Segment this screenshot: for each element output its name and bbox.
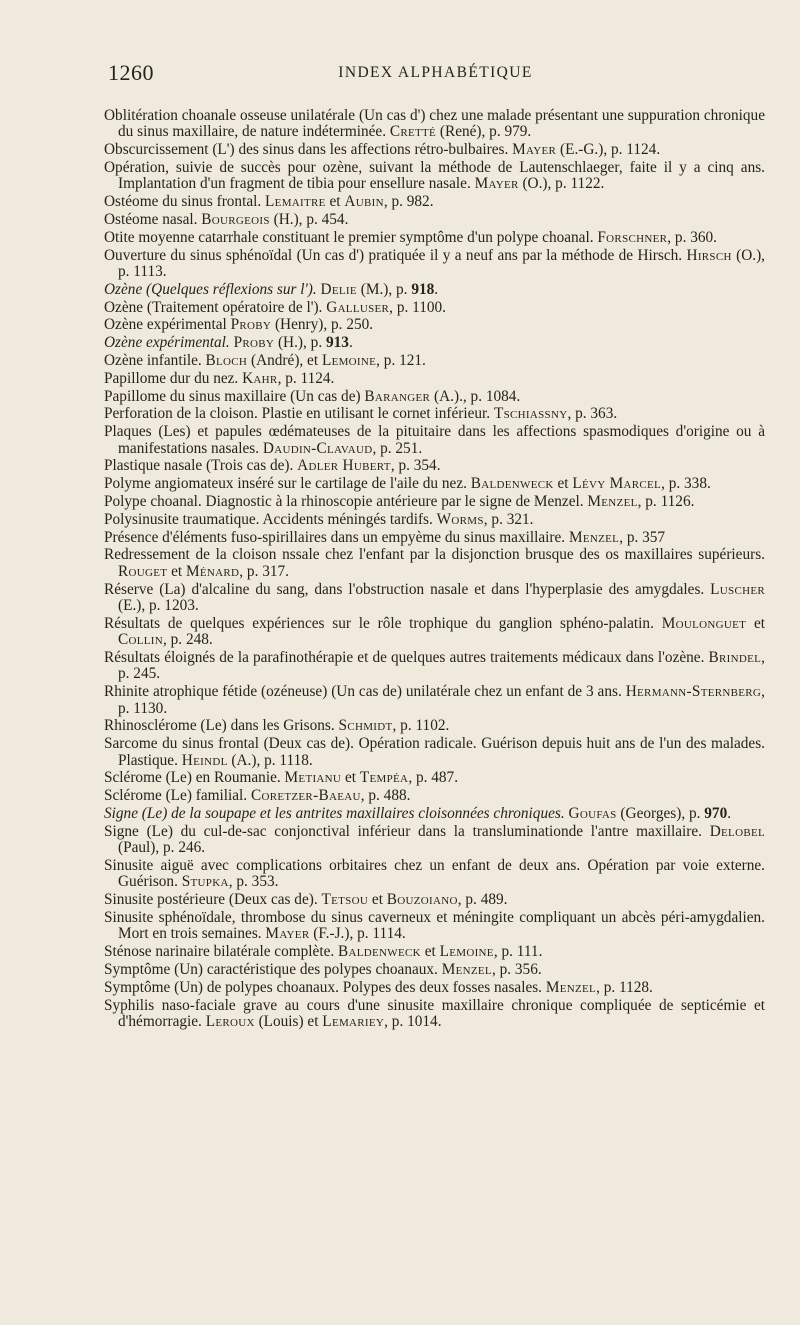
entry-text: Polyme angiomateux inséré sur le cartilage de l'aile du nez. (104, 475, 471, 493)
index-entry (104, 616, 765, 649)
entry-text: Ostéome du sinus frontal. (104, 193, 266, 211)
author-name: Tempéa (359, 769, 409, 787)
entry-text: . (727, 804, 732, 822)
author-name: Mayer (474, 175, 519, 193)
entry-text: . (434, 280, 439, 298)
entry-text: (O.), p. 1122. (518, 175, 605, 193)
author-name: Goufas (568, 804, 617, 822)
entry-text: Oblitération choanale osseuse unilatérale (Un cas d') chez une malade présentant une suppuration chronique du sinus maxillaire, de nature indéterminée. (104, 107, 765, 141)
index-entry (104, 406, 765, 422)
index-entry (104, 824, 765, 857)
index-entry (104, 547, 765, 580)
entry-text: , p. 489. (457, 891, 508, 909)
author-name: Baldenweck (338, 943, 421, 961)
index-entry (104, 317, 765, 333)
entry-text: Résultats éloignés de la parafinothérapie et de quelques autres traitements médicaux dans l'ozène. (104, 648, 709, 666)
entry-text: Sinusite aiguë avec complications orbitaires chez un enfant de deux ans. Opération par voie externe. Guérison. (104, 856, 765, 891)
index-entry (104, 512, 765, 528)
author-name: Moulonguet (661, 614, 747, 632)
index-entry (104, 530, 765, 546)
entry-text: Obscurcissement (L') des sinus dans les affections rétro-bulbaires. (104, 141, 513, 159)
entry-text: , p. 251. (372, 439, 423, 457)
entry-text: , p. 363. (567, 405, 618, 423)
index-entry (104, 335, 765, 351)
entry-text: , p. 1126. (637, 492, 695, 510)
entry-text: Polype choanal. Diagnostic à la rhinoscopie antérieure par le signe de Menzel. (104, 492, 588, 510)
author-name: Ménard (185, 562, 240, 580)
page-header (108, 60, 763, 90)
entry-text: et (553, 475, 573, 493)
entry-text: Sarcome du sinus frontal (Deux cas de). Opération radicale. Guérison depuis huit ans de l'un des malades. Plastique. (104, 735, 765, 769)
entry-text: Plaques (Les) et papules œdémateuses de la pituitaire dans les affections spasmodiques d'origine ou à manifestations nasales. (104, 423, 765, 457)
index-entry (104, 582, 765, 615)
entry-text: Symptôme (Un) de polypes choanaux. Polypes des deux fosses nasales. (104, 978, 546, 996)
author-name: Brindel (708, 648, 762, 666)
index-entry (104, 424, 765, 457)
entry-text: , p. 982. (383, 193, 434, 211)
author-name: Mayer (265, 925, 310, 943)
author-name: Hermann-Sternberg (625, 683, 762, 701)
author-name: Rouget (118, 562, 168, 580)
author-name: Lemaitre (265, 193, 326, 211)
index-entry (104, 650, 765, 683)
author-name: Aubin (344, 193, 384, 211)
author-name: Lemoine (439, 943, 494, 961)
author-name: Menzel (441, 960, 492, 978)
index-entry (104, 998, 765, 1031)
entry-text: Ozène expérimental (104, 316, 231, 334)
entry-text: Perforation de la cloison. Plastie en utilisant le cornet inférieur. (104, 405, 494, 423)
entry-text: Polysinusite traumatique. Accidents méningés tardifs. (104, 510, 437, 528)
entry-text: et (341, 769, 360, 787)
author-name: Hirsch (686, 246, 732, 264)
entry-text: Ozène infantile. (104, 351, 206, 369)
entry-text: (A.)., p. 1084. (430, 387, 521, 405)
entry-text: Rhinosclérome (Le) dans les Grisons. (104, 717, 339, 735)
index-entry (104, 389, 765, 405)
author-name: Tetsou (321, 891, 369, 909)
author-name: Collin (118, 631, 163, 649)
entry-text: Redressement de la cloison nssale chez l'enfant par la disjonction brusque des os maxillaires supérieurs. (104, 546, 765, 564)
entry-text: (A.), p. 1118. (227, 751, 313, 769)
entry-title-italic: Signe (Le) de la soupape et les antrites maxillaires cloisonnées chroniques. (104, 804, 569, 822)
author-name: Daudin-Clavaud (262, 439, 373, 457)
index-entry (104, 892, 765, 908)
entry-text: , p. 356. (491, 960, 542, 978)
author-name: Lévy Marcel (572, 475, 662, 493)
index-entry (104, 788, 765, 804)
entry-text: , p. 357 (619, 528, 666, 546)
author-name: Menzel (545, 978, 597, 996)
entry-title-italic: Ozène (Quelques réflexions sur l'). (104, 280, 321, 298)
entry-text: et (420, 943, 440, 961)
entry-text: , p. 1124. (277, 369, 335, 387)
index-entry (104, 371, 765, 387)
entry-text: , p. 321. (483, 510, 534, 528)
author-name: Mayer (512, 141, 557, 159)
entry-text: et (325, 193, 345, 211)
entry-text: Papillome du sinus maxillaire (Un cas de) (104, 387, 365, 405)
author-name: Delie (320, 280, 357, 298)
entry-text: (M.), p. (356, 280, 412, 298)
author-name: Baranger (364, 387, 431, 405)
entry-text: et (167, 562, 186, 580)
index-entry (104, 248, 765, 281)
index-entry (104, 684, 765, 717)
entry-text: , p. 338. (661, 475, 711, 493)
entry-text: , p. 354. (390, 457, 441, 475)
entry-text: (Georges), p. (616, 804, 705, 822)
author-name: Bloch (205, 351, 248, 369)
index-entry (104, 736, 765, 769)
entry-text: (E.-G.), p. 1124. (556, 141, 661, 159)
author-name: Lemariey (322, 1012, 385, 1030)
author-name: Heindl (181, 751, 228, 769)
author-name: Menzel (568, 528, 620, 546)
entry-text: Papillome dur du nez. (104, 369, 243, 387)
entry-text: , p. 248. (163, 631, 213, 649)
entry-text: Otite moyenne catarrhale constituant le premier symptôme d'un polype choanal. (104, 228, 598, 246)
page-reference-bold: 918 (411, 280, 435, 298)
page-reference-bold: 913 (325, 334, 349, 352)
index-entry (104, 944, 765, 960)
entry-text: , p. 1130. (118, 683, 765, 717)
entry-text: (H.), p. (274, 334, 326, 352)
entry-text: , p. 317. (239, 562, 289, 580)
index-entry (104, 718, 765, 734)
entry-text: , p. 1014. (384, 1012, 442, 1030)
entry-text: Opération, suivie de succès pour ozène, suivant la méthode de Lautenschlaeger, faite il y a cinq ans. Implantation d'un fragment de tibia pour ensellure nasale. (104, 159, 765, 193)
entry-text: Sclérome (Le) familial. (104, 787, 251, 805)
entry-text: (H.), p. 454. (269, 211, 349, 228)
entry-text: (René), p. 979. (436, 123, 532, 141)
entry-text: , p. 1128. (596, 978, 653, 996)
author-name: Lemoine (321, 351, 377, 369)
entry-text: , p. 353. (228, 873, 279, 891)
index-entry (104, 806, 765, 822)
author-name: Leroux (205, 1012, 255, 1030)
entry-text: (Paul), p. 246. (118, 839, 206, 857)
entry-text: , p. 488. (360, 787, 411, 805)
author-name: Schmidt (338, 717, 393, 735)
entry-text: , p. 111. (493, 943, 543, 961)
entry-text: Sclérome (Le) en Roumanie. (104, 769, 285, 787)
entry-text: , p. 487. (408, 769, 459, 787)
entry-text: (André), et (247, 351, 322, 369)
entry-text: , p. 1100. (389, 298, 446, 316)
author-name: Coretzer-Baeau (250, 787, 361, 805)
index-entry (104, 476, 765, 492)
entry-text: et (746, 614, 765, 632)
author-name: Proby (230, 316, 272, 334)
author-name: Luscher (710, 580, 765, 598)
entry-text: , p. 1102. (392, 717, 450, 735)
entry-text: Résultats de quelques expériences sur le rôle trophique du ganglion sphéno-palatin. (104, 614, 662, 632)
entry-text: (Henry), p. 250. (271, 316, 374, 334)
index-entry (104, 962, 765, 978)
index-entry (104, 458, 765, 474)
author-name: Galluser (326, 298, 390, 316)
entry-text: Présence d'éléments fuso-spirillaires dans un empyème du sinus maxillaire. (104, 528, 569, 546)
index-entry (104, 108, 765, 141)
entry-text: (E.), p. 1203. (118, 596, 199, 614)
author-name: Stupka (181, 873, 229, 891)
author-name: Kahr (242, 369, 278, 387)
entry-text: et (368, 891, 387, 909)
index-entries (104, 108, 765, 1032)
author-name: Proby (233, 334, 275, 352)
index-entry (104, 142, 765, 158)
author-name: Menzel (587, 492, 638, 510)
entry-text: Rhinite atrophique fétide (ozéneuse) (Un cas de) unilatérale chez un enfant de 3 ans. (104, 683, 626, 701)
index-entry (104, 910, 765, 943)
entry-text: , p. 245. (118, 648, 765, 683)
entry-text: Ouverture du sinus sphénoïdal (Un cas d') pratiquée il y a neuf ans par la méthode de Hirsch. (104, 246, 687, 264)
entry-text: Sinusite postérieure (Deux cas de). (104, 891, 322, 909)
index-entry (104, 282, 765, 298)
entry-text: Syphilis naso-faciale grave au cours d'une sinusite maxillaire chronique compliquée de septicémie et d'hémorragie. (104, 996, 765, 1030)
entry-text: (F.-J.), p. 1114. (309, 925, 406, 943)
index-entry (104, 858, 765, 891)
entry-text: Sténose narinaire bilatérale complète. (104, 943, 339, 961)
entry-text: Sinusite sphénoïdale, thrombose du sinus caverneux et méningite compliquant un abcès péri-amygdalien. Mort en trois semaines. (104, 908, 765, 943)
author-name: Tschiassny (493, 405, 568, 423)
entry-text: (Louis) et (254, 1012, 323, 1030)
entry-text: Réserve (La) d'alcaline du sang, dans l'obstruction nasale et dans l'hyperplasie des amygdales. (104, 580, 711, 598)
author-name: Cretté (389, 123, 437, 141)
author-name: Adler Hubert (297, 457, 391, 475)
index-entry (104, 160, 765, 193)
index-entry (104, 194, 765, 210)
running-title: INDEX ALPHABÉTIQUE (338, 64, 533, 81)
index-entry (104, 212, 765, 228)
index-entry (104, 300, 765, 316)
entry-text: Ozène (Traitement opératoire de l'). (104, 298, 327, 316)
entry-text: , p. 360. (667, 228, 717, 246)
index-entry (104, 770, 765, 786)
entry-text: (O.), p. 1113. (118, 246, 765, 280)
author-name: Bouzoiano (386, 891, 458, 909)
author-name: Worms (436, 510, 484, 528)
index-entry (104, 353, 765, 369)
index-entry (104, 230, 765, 246)
index-entry (104, 980, 765, 996)
entry-text: Symptôme (Un) caractéristique des polypes choanaux. (104, 960, 442, 978)
entry-text: , p. 121. (376, 351, 426, 369)
author-name: Metianu (284, 769, 342, 787)
entry-text: Ostéome nasal. (104, 211, 202, 228)
author-name: Forschner (597, 228, 668, 246)
author-name: Delobel (709, 822, 765, 840)
entry-text: Signe (Le) du cul-de-sac conjonctival inférieur dans la transluminationde l'antre maxillaire. (104, 822, 710, 840)
author-name: Baldenweck (470, 475, 554, 493)
entry-text: . (348, 334, 353, 352)
index-entry (104, 494, 765, 510)
page-reference-bold: 970 (704, 804, 728, 822)
author-name: Bourgeois (201, 211, 270, 228)
entry-title-italic: Ozène expérimental. (104, 334, 234, 352)
page-number: 1260 (108, 60, 154, 85)
entry-text: Plastique nasale (Trois cas de). (104, 457, 298, 475)
